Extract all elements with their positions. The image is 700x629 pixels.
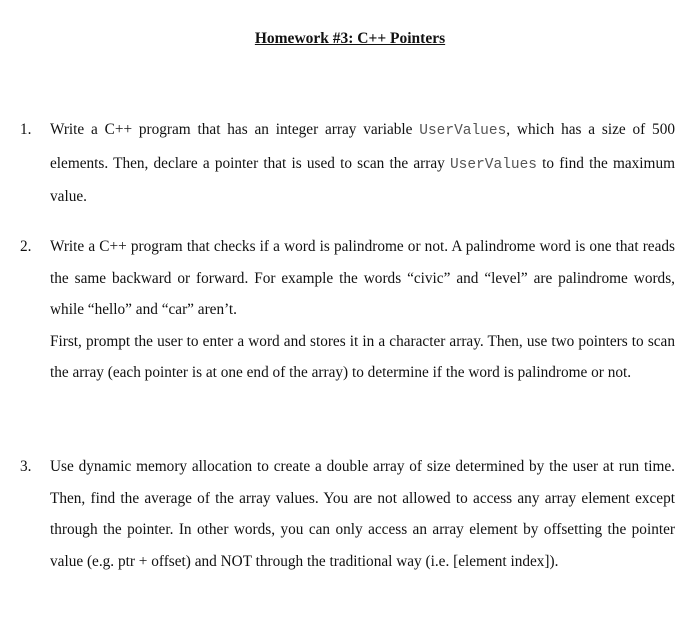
question-1 — [20, 114, 675, 213]
question-text: Write a C++ program that checks if a word is palindrome or not. A palindrome word is one that reads the same backward or forward. For example the words “civic” and “level” are palindrome words, while “hello” and “car” aren’t. — [50, 238, 675, 318]
question-text: Use dynamic memory allocation to create a double array of size determined by the user at run time. Then, find the average of the array values. You are not allowed to access any array element except through the pointer. In other words, you can only access an array element by offsetting the pointer value (e.g. ptr + offset) and NOT through the traditional way (i.e. [element index]). — [50, 458, 675, 570]
question-3 — [20, 451, 675, 577]
text-segment: Write a C++ program that has an integer array variable — [50, 121, 420, 138]
text-segment: , which has a size of 500 elements. Then, declare a pointer that is used to scan the array — [50, 121, 675, 172]
question-2 — [20, 231, 675, 389]
question-number: 3. — [20, 458, 32, 475]
question-number: 1. — [20, 121, 32, 138]
code-identifier: UserValues — [419, 123, 507, 139]
text-segment: to find the maximum value. — [50, 154, 675, 205]
question-text: First, prompt the user to enter a word and stores it in a character array. Then, use two pointers to scan the array (each pointer is at one end of the array) to determine if the word is palindrome or not. — [50, 332, 675, 381]
question-text — [50, 114, 675, 213]
code-identifier: UserValues — [449, 156, 537, 173]
page-title: Homework #3: C++ Pointers — [254, 30, 446, 47]
question-number: 2. — [20, 238, 32, 255]
